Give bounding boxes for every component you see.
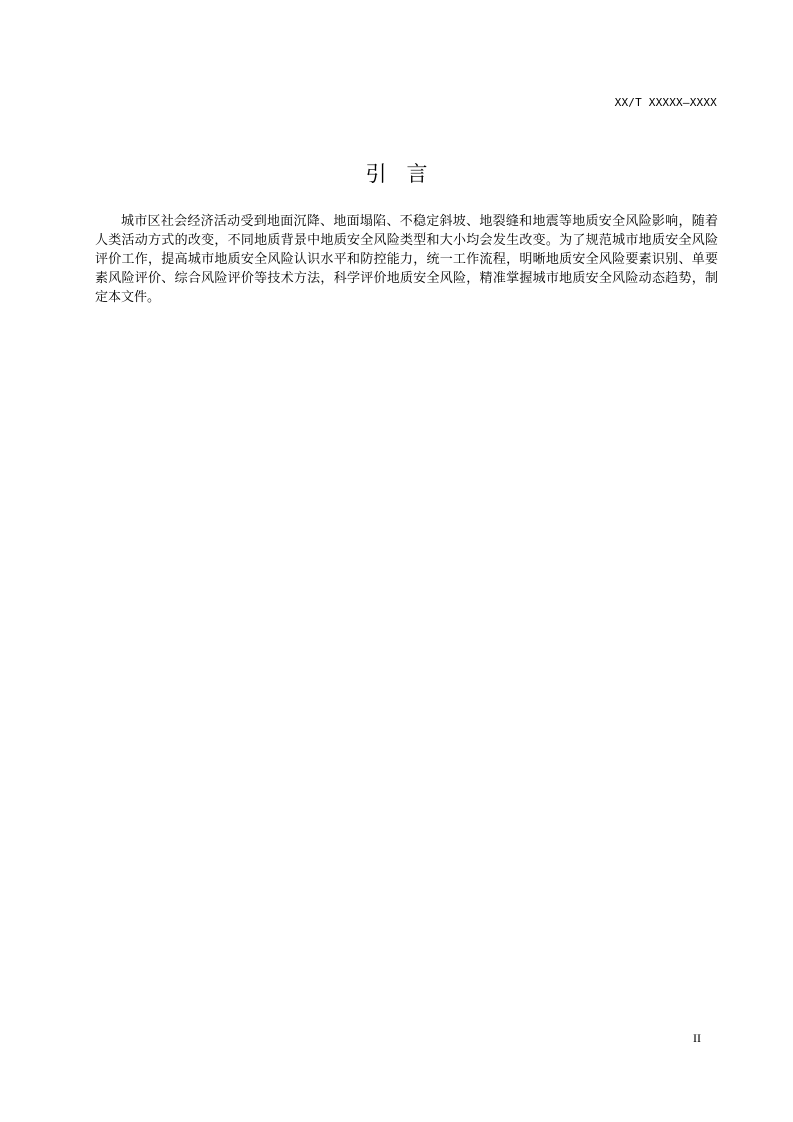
page-number: II [693, 1031, 701, 1045]
page-title: 引言 [365, 162, 448, 186]
introduction-paragraph: 城市区社会经济活动受到地面沉降、地面塌陷、不稳定斜坡、地裂缝和地震等地质安全风险影响，随着人类活动方式的改变，不同地质背景中地质安全风险类型和大小均会发生改变。为了规范城市地质安全风险评价工作，提高城市地质安全风险认识水平和防控能力，统一工作流程，明晰地质安全风险要素识别、单要素风险评价、综合风险评价等技术方法，科学评价地质安全风险，精准掌握城市地质安全风险动态趋势，制定本文件。 [95, 214, 718, 305]
document-code: XX/T XXXXX—XXXX [614, 96, 717, 109]
